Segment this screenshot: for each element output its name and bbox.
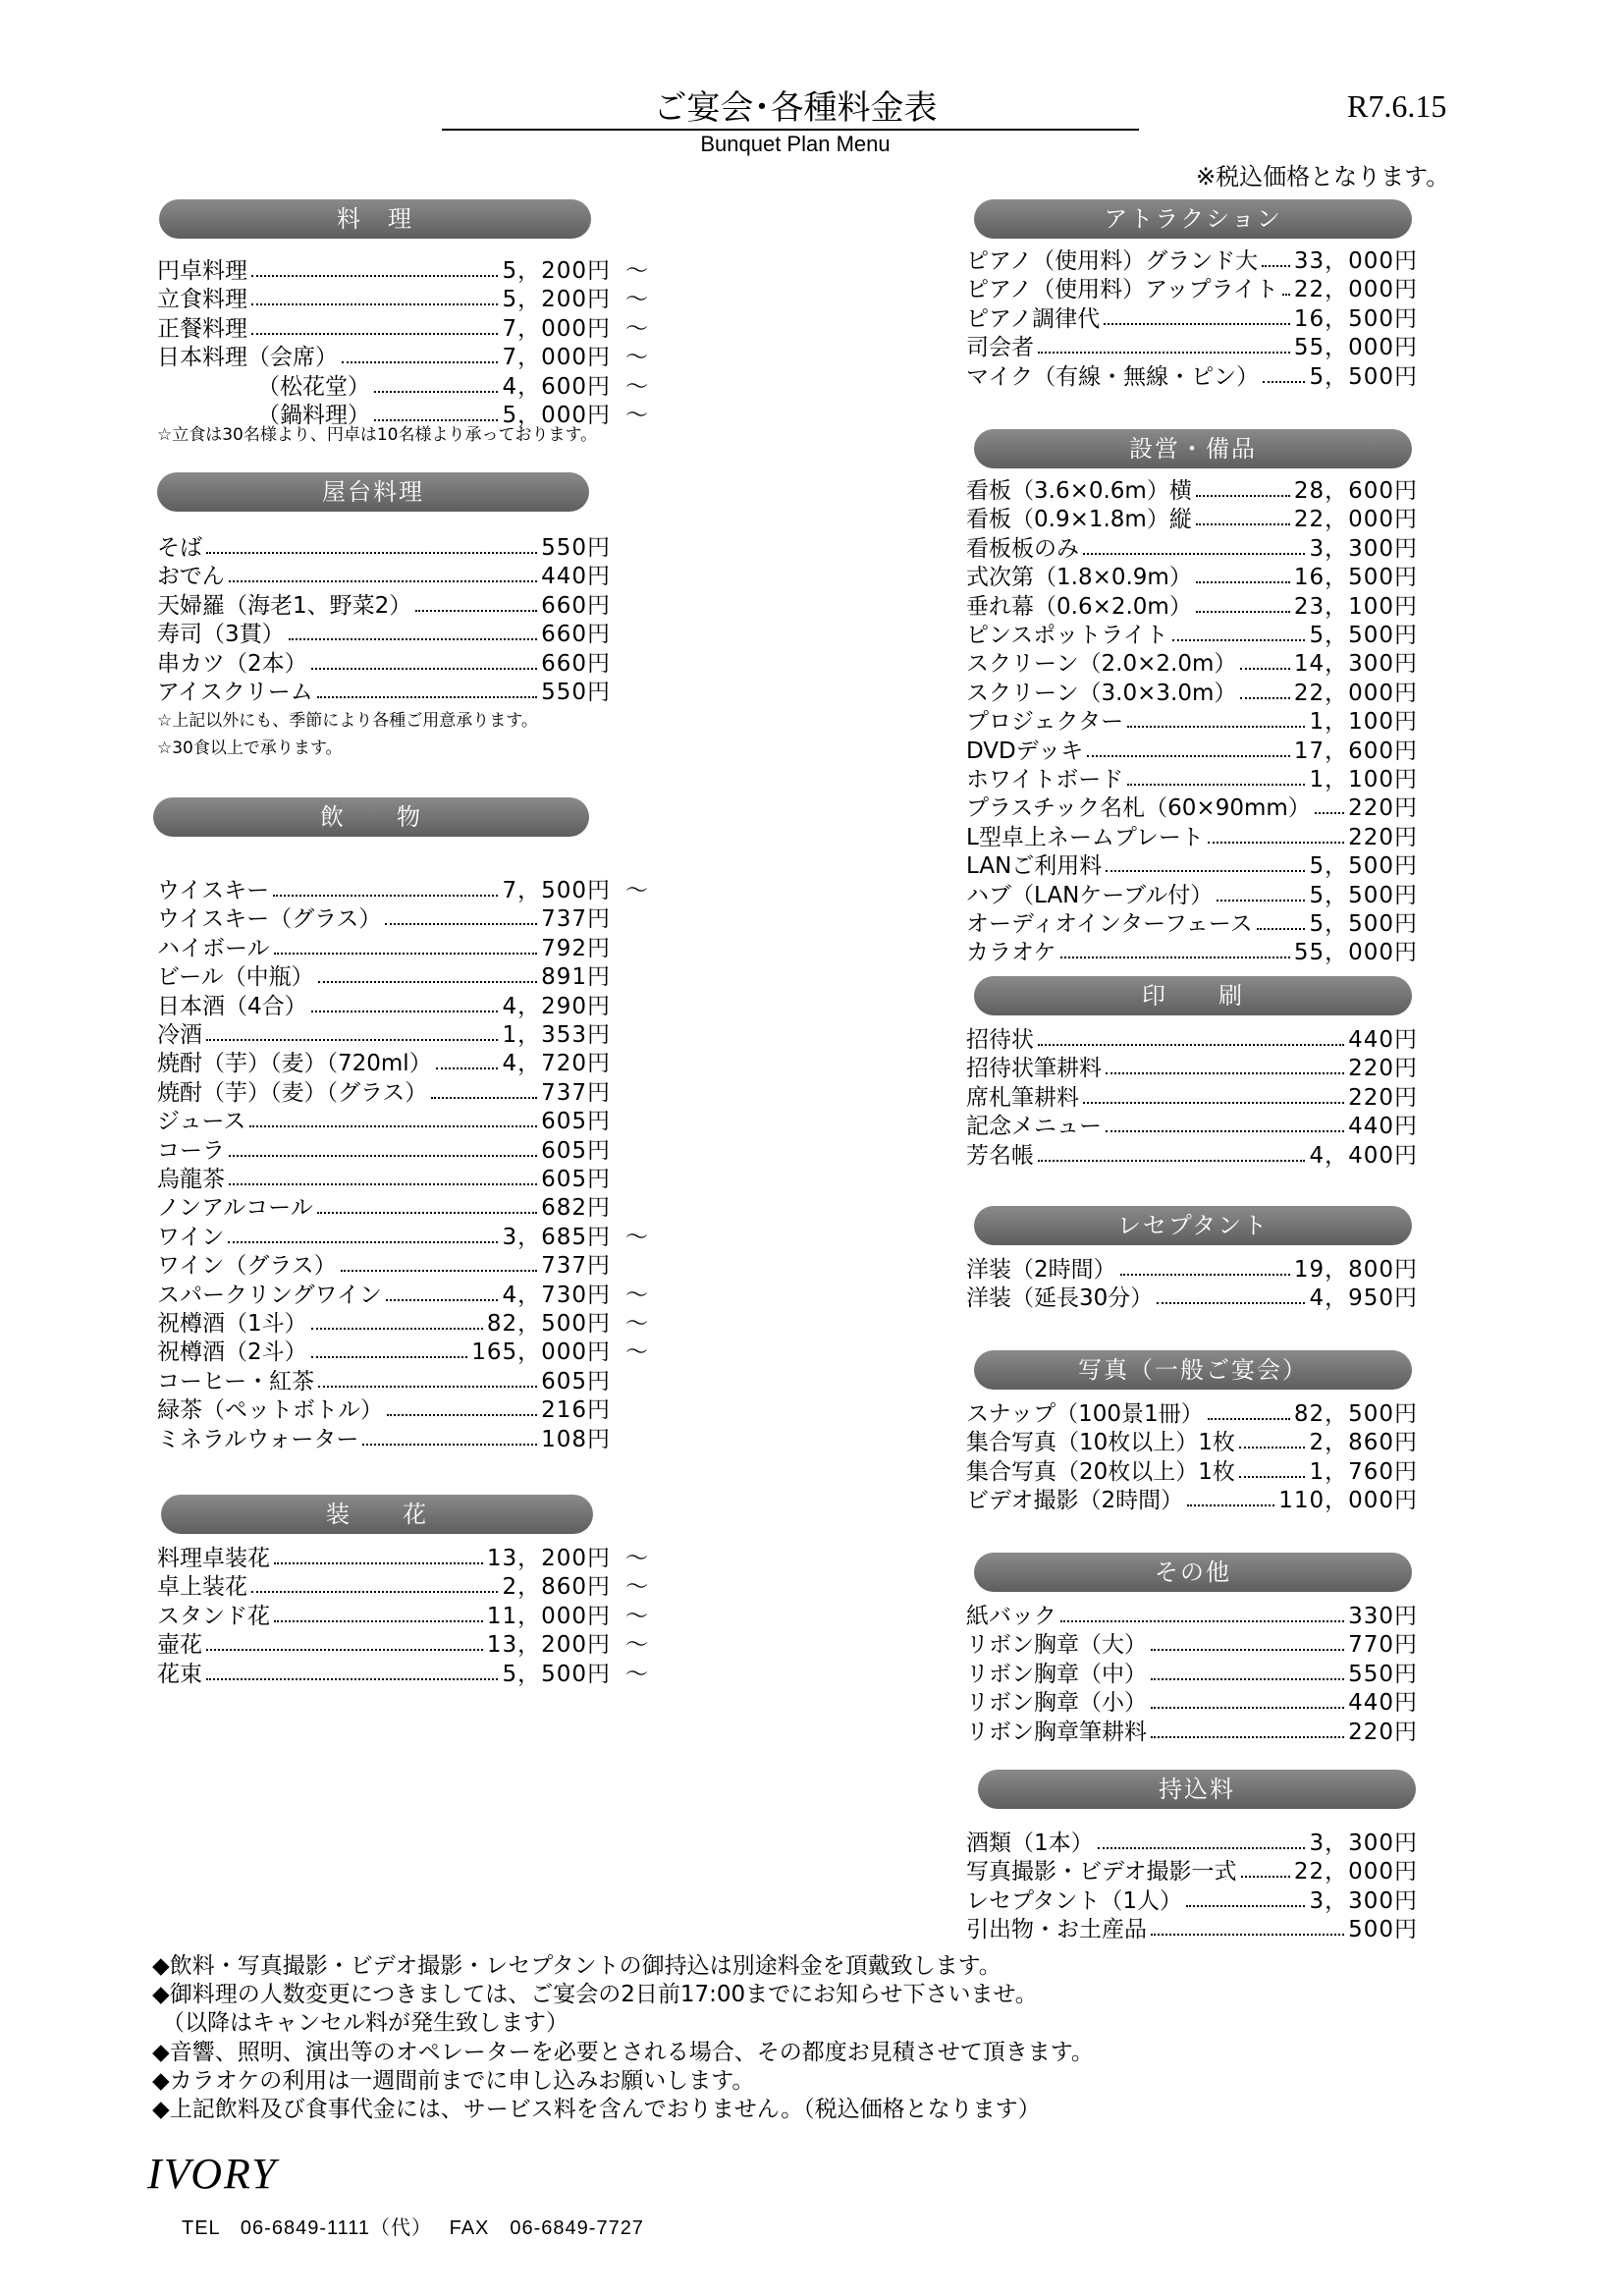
- item-price: 165，000円: [471, 1339, 611, 1366]
- leader-dots: [318, 1386, 537, 1388]
- page-subtitle: Bunquet Plan Menu: [700, 132, 891, 156]
- leader-dots: [374, 391, 498, 393]
- item-name: 引出物・お土産品: [966, 1917, 1147, 1943]
- price-from-mark: ～: [625, 1632, 648, 1659]
- page-title: ご宴会･各種料金表: [653, 88, 938, 128]
- item-name: ノンアルコール: [157, 1195, 313, 1222]
- leader-dots: [1263, 381, 1305, 383]
- item-price: 440円: [1348, 1690, 1418, 1717]
- leader-dots: [311, 1011, 499, 1012]
- section-header-sonota: その他: [974, 1553, 1412, 1592]
- section-note: ☆上記以外にも、季節により各種ご用意承ります。: [157, 711, 538, 731]
- leader-dots: [1120, 1274, 1290, 1276]
- item-name: ピアノ（使用料）グランド大: [966, 248, 1259, 274]
- item-price: 737円: [541, 1079, 611, 1106]
- item-price: 5，500円: [1309, 853, 1418, 880]
- leader-dots: [206, 552, 537, 554]
- item-price: 22，000円: [1293, 1859, 1418, 1886]
- item-price: 1，100円: [1309, 767, 1418, 793]
- item-name: ビデオ撮影（2時間）: [966, 1488, 1184, 1514]
- leader-dots: [1196, 611, 1290, 613]
- price-from-mark: ～: [625, 1282, 648, 1308]
- item-price: 4，600円: [502, 373, 611, 400]
- item-name: コーヒー・紅茶: [157, 1368, 315, 1394]
- item-price: 550円: [1348, 1661, 1418, 1687]
- item-name: プロジェクター: [966, 709, 1124, 736]
- leader-dots: [362, 1444, 537, 1446]
- leader-dots: [1315, 812, 1344, 814]
- item-price: 5，500円: [1309, 911, 1418, 937]
- item-price: 4，290円: [502, 993, 611, 1019]
- item-price: 82，500円: [486, 1311, 611, 1337]
- leader-dots: [251, 303, 498, 305]
- item-price: 605円: [541, 1137, 611, 1164]
- item-name: （松花堂）: [257, 373, 370, 400]
- leader-dots: [311, 1328, 483, 1330]
- leader-dots: [249, 1125, 537, 1127]
- item-name: リボン胸章（小）: [966, 1690, 1147, 1717]
- item-price: 220円: [1348, 824, 1418, 850]
- item-price: 5，500円: [502, 1661, 611, 1687]
- item-price: 5，500円: [1309, 882, 1418, 908]
- item-name: スタンド花: [157, 1603, 270, 1629]
- leader-dots: [1127, 726, 1305, 728]
- item-name: ワイン: [157, 1224, 225, 1250]
- item-price: 660円: [541, 622, 611, 648]
- leader-dots: [1208, 1418, 1290, 1420]
- item-name: 集合写真（20枚以上）1枚: [966, 1458, 1235, 1485]
- item-price: 13，200円: [486, 1546, 611, 1571]
- leader-dots: [273, 895, 498, 897]
- item-price: 22，000円: [1293, 507, 1418, 533]
- leader-dots: [274, 1620, 483, 1622]
- item-name: スクリーン（3.0×3.0m）: [966, 680, 1237, 706]
- leader-dots: [1083, 553, 1305, 555]
- item-name: 祝樽酒（2斗）: [157, 1339, 307, 1366]
- item-price: 22，000円: [1293, 680, 1418, 706]
- item-name: 式次第（1.8×0.9m）: [966, 565, 1192, 591]
- item-price: 5，200円: [502, 258, 611, 284]
- item-name: オーディオインターフェース: [966, 911, 1253, 937]
- item-name: ホワイトボード: [966, 767, 1124, 793]
- item-name: 洋装（延長30分）: [966, 1285, 1154, 1312]
- leader-dots: [1239, 1476, 1306, 1478]
- leader-dots: [387, 1414, 537, 1416]
- price-from-mark: ～: [625, 345, 648, 371]
- item-price: 3，300円: [1309, 535, 1418, 562]
- item-price: 1，760円: [1309, 1458, 1418, 1485]
- section-header-soka: 装 花: [161, 1495, 593, 1534]
- item-name: ハブ（LANケーブル付）: [966, 882, 1214, 908]
- leader-dots: [1106, 1072, 1344, 1074]
- leader-dots: [341, 1270, 537, 1272]
- leader-dots: [436, 1067, 499, 1069]
- leader-dots: [206, 1678, 498, 1680]
- leader-dots: [1151, 1736, 1344, 1738]
- item-price: 108円: [541, 1426, 611, 1452]
- leader-dots: [1151, 1678, 1344, 1680]
- price-row: [157, 1425, 611, 1453]
- item-name: レセプタント（1人）: [966, 1887, 1183, 1914]
- leader-dots: [1157, 1302, 1305, 1304]
- leader-dots: [1127, 784, 1305, 786]
- leader-dots: [1262, 265, 1290, 267]
- item-price: 1，353円: [502, 1022, 611, 1048]
- leader-dots: [228, 1241, 498, 1243]
- item-price: 33，000円: [1293, 248, 1418, 274]
- item-price: 5，500円: [1309, 623, 1418, 648]
- item-name: ビール（中瓶）: [157, 964, 314, 991]
- leader-dots: [229, 580, 537, 582]
- leader-dots: [386, 1299, 499, 1301]
- item-name: ウイスキー（グラス）: [157, 906, 382, 933]
- price-row: [966, 1915, 1418, 1943]
- item-price: 605円: [541, 1167, 611, 1192]
- leader-dots: [1104, 323, 1290, 325]
- item-name: そば: [157, 535, 202, 561]
- item-price: 22，000円: [1293, 277, 1418, 303]
- item-name: 寿司（3貫）: [157, 622, 285, 648]
- item-price: 82，500円: [1293, 1401, 1418, 1427]
- item-price: 19，800円: [1293, 1257, 1418, 1283]
- section-header-insatsu: 印 刷: [974, 976, 1412, 1015]
- item-price: 17，600円: [1293, 738, 1418, 764]
- leader-dots: [385, 923, 537, 925]
- item-price: 660円: [541, 650, 611, 677]
- item-price: 16，500円: [1293, 565, 1418, 591]
- price-row: [966, 1718, 1418, 1746]
- leader-dots: [1196, 581, 1290, 583]
- section-header-attraction: アトラクション: [974, 199, 1412, 239]
- price-row: [966, 362, 1418, 391]
- item-name: ピンスポットライト: [966, 623, 1168, 648]
- leader-dots: [206, 1649, 483, 1651]
- leader-dots: [1106, 1130, 1344, 1132]
- item-price: 440円: [541, 564, 611, 590]
- item-price: 14，300円: [1293, 651, 1418, 678]
- item-price: 11，000円: [486, 1603, 611, 1629]
- price-from-mark: ～: [625, 1224, 648, 1250]
- item-name: スクリーン（2.0×2.0m）: [966, 651, 1237, 678]
- item-name: ピアノ調律代: [966, 305, 1101, 332]
- leader-dots: [1282, 294, 1290, 296]
- item-price: 5，500円: [1309, 363, 1418, 390]
- leader-dots: [431, 1097, 537, 1099]
- item-name: 看板（0.9×1.8m）縦: [966, 507, 1192, 533]
- item-price: 4，730円: [502, 1282, 611, 1308]
- item-name: アイスクリーム: [157, 680, 313, 705]
- brand-logo: IVORY: [147, 2150, 278, 2198]
- item-price: 682円: [541, 1195, 611, 1222]
- leader-dots: [1060, 1620, 1344, 1622]
- leader-dots: [1217, 900, 1305, 902]
- leader-dots: [1186, 1905, 1305, 1907]
- footer-note: （以降はキャンセル料が発生致します）: [162, 2010, 568, 2036]
- item-name: 芳名帳: [966, 1142, 1034, 1169]
- item-price: 737円: [541, 1253, 611, 1280]
- leader-dots: [1106, 870, 1305, 872]
- item-name: ワイン（グラス）: [157, 1253, 337, 1280]
- section-header-shashin: 写真（一般ご宴会）: [974, 1350, 1412, 1390]
- item-name: ジュース: [157, 1109, 246, 1135]
- price-from-mark: ～: [625, 878, 648, 903]
- item-name: カラオケ: [966, 940, 1056, 966]
- item-price: 440円: [1348, 1027, 1418, 1053]
- item-name: スパークリングワイン: [157, 1282, 382, 1308]
- item-price: 23，100円: [1293, 593, 1418, 620]
- item-name: リボン胸章（中）: [966, 1661, 1147, 1687]
- section-header-nomimono: 飲 物: [153, 797, 589, 837]
- revision-date: R7.6.15: [1347, 88, 1447, 124]
- item-price: 216円: [541, 1397, 611, 1424]
- section-header-ryori: 料 理: [159, 199, 591, 239]
- item-name: ピアノ（使用料）アップライト: [966, 277, 1278, 303]
- item-name: 緑茶（ペットボトル）: [157, 1397, 383, 1424]
- item-price: 550円: [541, 680, 611, 705]
- leader-dots: [1038, 1160, 1305, 1162]
- price-row: [966, 1284, 1418, 1312]
- leader-dots: [1172, 639, 1306, 641]
- item-name: 祝樽酒（1斗）: [157, 1311, 307, 1337]
- item-name: 串カツ（2本）: [157, 650, 307, 677]
- contact-info: TEL 06-6849-1111（代） FAX 06-6849-7727: [182, 2217, 644, 2239]
- item-price: 500円: [1348, 1917, 1418, 1943]
- leader-dots: [1196, 495, 1290, 497]
- item-name: 焼酎（芋）（麦）（グラス）: [157, 1079, 428, 1106]
- section-note: ☆30食以上で承ります。: [157, 738, 343, 758]
- item-price: 220円: [1348, 1084, 1418, 1111]
- leader-dots: [1087, 755, 1290, 757]
- leader-dots: [289, 638, 537, 640]
- item-price: 220円: [1348, 795, 1418, 822]
- item-name: 料理卓装花: [157, 1546, 270, 1571]
- item-price: 28，600円: [1293, 478, 1418, 504]
- leader-dots: [1257, 928, 1306, 930]
- price-row: [966, 1141, 1418, 1170]
- leader-dots: [1196, 523, 1290, 525]
- section-header-receptant: レセプタント: [974, 1206, 1412, 1245]
- item-price: 3，685円: [502, 1224, 611, 1250]
- item-price: 3，300円: [1309, 1887, 1418, 1914]
- leader-dots: [1187, 1504, 1274, 1506]
- item-name: （鍋料理）: [257, 403, 370, 428]
- footer-note: ◆飲料・写真撮影・ビデオ撮影・レセプタントの御持込は別途料金を頂戴致します。: [152, 1953, 1001, 1979]
- leader-dots: [1038, 352, 1290, 354]
- footer-note: ◆カラオケの利用は一週間前までに申し込みお願いします。: [152, 2068, 755, 2094]
- leader-dots: [274, 953, 538, 955]
- item-price: 660円: [541, 592, 611, 619]
- leader-dots: [1151, 1934, 1344, 1936]
- leader-dots: [1241, 1876, 1290, 1878]
- item-price: 220円: [1348, 1719, 1418, 1745]
- item-name: ウイスキー: [157, 878, 270, 903]
- item-name: LANご利用料: [966, 853, 1103, 880]
- leader-dots: [1240, 697, 1289, 699]
- item-price: 110，000円: [1278, 1488, 1418, 1514]
- item-name: 円卓料理: [157, 258, 247, 284]
- leader-dots: [229, 1155, 537, 1157]
- item-name: 写真撮影・ビデオ撮影一式: [966, 1859, 1237, 1886]
- item-name: 焼酎（芋）（麦）（720ml）: [157, 1051, 432, 1077]
- price-from-mark: ～: [625, 1546, 648, 1571]
- item-price: 605円: [541, 1109, 611, 1135]
- leader-dots: [251, 333, 498, 335]
- item-price: 4，400円: [1309, 1142, 1418, 1169]
- item-price: 440円: [1348, 1114, 1418, 1140]
- item-price: 4，950円: [1309, 1285, 1418, 1312]
- leader-dots: [229, 1183, 537, 1185]
- item-name: 烏龍茶: [157, 1167, 225, 1192]
- section-header-setsuei: 設営・備品: [974, 429, 1412, 468]
- item-name: L型卓上ネームプレート: [966, 824, 1204, 850]
- item-price: 891円: [541, 964, 611, 991]
- leader-dots: [1151, 1707, 1344, 1709]
- price-row: [157, 1660, 648, 1688]
- item-name: 卓上装花: [157, 1574, 247, 1601]
- item-name: 天婦羅（海老1、野菜2）: [157, 592, 412, 619]
- item-name: おでん: [157, 564, 225, 590]
- price-from-mark: ～: [625, 373, 648, 400]
- item-price: 7，000円: [502, 345, 611, 371]
- item-price: 550円: [541, 535, 611, 561]
- item-name: 洋装（2時間）: [966, 1257, 1116, 1283]
- item-price: 55，000円: [1293, 940, 1418, 966]
- item-price: 2，860円: [502, 1574, 611, 1601]
- leader-dots: [317, 696, 537, 698]
- item-name: リボン胸章筆耕料: [966, 1719, 1147, 1745]
- item-price: 220円: [1348, 1056, 1418, 1082]
- item-name: 正餐料理: [157, 315, 247, 342]
- item-name: スナップ（100景1冊）: [966, 1401, 1204, 1427]
- item-price: 7，000円: [502, 315, 611, 342]
- leader-dots: [311, 668, 537, 670]
- price-from-mark: ～: [625, 287, 648, 313]
- item-price: 13，200円: [486, 1632, 611, 1659]
- item-name: コーラ: [157, 1137, 225, 1164]
- price-from-mark: ～: [625, 1311, 648, 1337]
- leader-dots: [318, 981, 537, 983]
- leader-dots: [342, 361, 498, 363]
- leader-dots: [1151, 1649, 1344, 1651]
- item-name: 日本料理（会席）: [157, 345, 338, 371]
- item-name: 集合写真（10枚以上）1枚: [966, 1430, 1235, 1456]
- price-from-mark: ～: [625, 258, 648, 284]
- item-price: 7，500円: [502, 878, 611, 903]
- item-name: マイク（有線・無線・ピン）: [966, 363, 1260, 390]
- price-from-mark: ～: [625, 1339, 648, 1366]
- item-price: 5，200円: [502, 287, 611, 313]
- item-name: 酒類（1本）: [966, 1831, 1094, 1856]
- item-price: 792円: [541, 935, 611, 961]
- leader-dots: [1083, 1102, 1344, 1104]
- price-row: [966, 1486, 1418, 1514]
- item-price: 3，300円: [1309, 1831, 1418, 1856]
- section-header-yatai: 屋台料理: [157, 472, 589, 512]
- item-price: 330円: [1348, 1604, 1418, 1629]
- price-from-mark: ～: [625, 1574, 648, 1601]
- item-name: 看板（3.6×0.6m）横: [966, 478, 1192, 504]
- title-underline: [442, 129, 1139, 131]
- item-name: 冷酒: [157, 1022, 202, 1048]
- price-from-mark: ～: [625, 403, 648, 428]
- footer-note: ◆御料理の人数変更につきましては、ご宴会の2日前17:00までにお知らせ下さいませ。: [152, 1982, 1038, 2007]
- item-price: 737円: [541, 906, 611, 933]
- price-from-mark: ～: [625, 1661, 648, 1687]
- footer-note: ◆上記飲料及び食事代金には、サービス料を含んでおりません。（税込価格となります）: [152, 2097, 1041, 2122]
- item-price: 770円: [1348, 1632, 1418, 1659]
- item-name: 看板板のみ: [966, 535, 1079, 562]
- item-name: 立食料理: [157, 287, 247, 313]
- item-name: 壷花: [157, 1632, 202, 1659]
- item-name: 席札筆耕料: [966, 1084, 1079, 1111]
- leader-dots: [311, 1356, 468, 1358]
- leader-dots: [274, 1562, 483, 1564]
- item-name: 日本酒（4合）: [157, 993, 307, 1019]
- leader-dots: [251, 275, 498, 277]
- leader-dots: [1239, 1447, 1306, 1449]
- footer-note: ◆音響、照明、演出等のオペレーターを必要とされる場合、その都度お見積させて頂きます。: [152, 2040, 1094, 2065]
- leader-dots: [317, 1212, 537, 1214]
- price-row: [157, 678, 611, 706]
- price-from-mark: ～: [625, 1603, 648, 1629]
- item-name: DVDデッキ: [966, 738, 1084, 764]
- item-name: 招待状筆耕料: [966, 1056, 1102, 1082]
- leader-dots: [415, 610, 537, 612]
- leader-dots: [1098, 1847, 1306, 1849]
- item-price: 2，860円: [1309, 1430, 1418, 1456]
- item-price: 16，500円: [1293, 305, 1418, 332]
- item-price: 605円: [541, 1368, 611, 1394]
- item-name: 司会者: [966, 335, 1034, 361]
- leader-dots: [1060, 957, 1290, 958]
- item-name: ミネラルウォーター: [157, 1426, 359, 1452]
- item-name: リボン胸章（大）: [966, 1632, 1147, 1659]
- item-name: 垂れ幕（0.6×2.0m）: [966, 593, 1192, 620]
- leader-dots: [251, 1591, 498, 1593]
- leader-dots: [1240, 668, 1289, 670]
- price-row: [966, 938, 1418, 966]
- item-name: 花束: [157, 1661, 202, 1687]
- item-name: 招待状: [966, 1027, 1034, 1053]
- section-note: ☆立食は30名様より、円卓は10名様より承っております。: [157, 425, 598, 445]
- item-price: 55，000円: [1293, 335, 1418, 361]
- item-price: 4，720円: [502, 1051, 611, 1077]
- item-price: 1，100円: [1309, 709, 1418, 736]
- leader-dots: [1038, 1044, 1344, 1046]
- item-name: ハイボール: [157, 935, 270, 961]
- leader-dots: [1208, 842, 1344, 844]
- item-name: プラスチック名札（60×90mm）: [966, 795, 1311, 822]
- item-name: 紙バック: [966, 1604, 1056, 1629]
- price-from-mark: ～: [625, 315, 648, 342]
- item-price: 5，000円: [502, 403, 611, 428]
- section-header-mochikomi: 持込料: [978, 1770, 1416, 1809]
- tax-note: ※税込価格となります。: [1196, 163, 1450, 191]
- item-name: 記念メニュー: [966, 1114, 1102, 1140]
- leader-dots: [206, 1039, 498, 1041]
